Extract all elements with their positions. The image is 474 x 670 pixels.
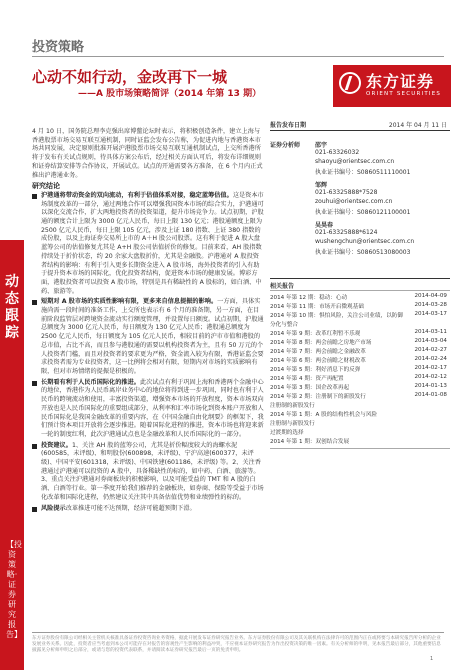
analyst-role: 证券分析师 — [270, 142, 301, 149]
related-reports-title: 相关报告 — [270, 283, 295, 290]
logo-name-en: ORIENT SECURITIES — [366, 91, 442, 97]
analyst-email[interactable]: wushengchun@orientsec.com.cn — [315, 238, 415, 245]
bullet-text: 改革推进可能不达预期，经济可能超预期下滑。 — [65, 504, 196, 512]
bullet-point — [32, 192, 264, 296]
related-report-item[interactable]: 2014 年第 1 期：双创结合发展 — [270, 439, 350, 445]
analyst-phone: 021-63325888*6124 — [315, 229, 378, 236]
bullet-text: 一方面，具体实施尚需一段时间的准备工作，上交所也表示有 6 个月的准备期，另一方面，在目前阶段监管层对跨境资金流动实行额度管理，并设置每日额度。试点初期，沪股通总额度为 3000 亿元人民币，每日额度为 130 亿元人民币；港股通总额度为 2500 亿元人民币，每日额度为 105 亿元人民币，相较目前的沪市市值和港股的总市值，占比不高，而且参与港股通的需要以机构投资者为主，且有 50 万元的个人投资者门槛，而且对投资者的要求更为严格，资金流入较为有限，香港证监会要求投资者需为专业投资者，这一比例将会相对有限，短期内对市场的实质影响有限，但对市场情绪的提振是积极的。 — [41, 298, 264, 375]
related-report-item[interactable]: 2014 年第 6 期：两会前瞻之财税改革 2014-02-24 — [270, 356, 447, 364]
bullet-text: 这是资本市场制度改革的一部分，通过两地合作可以增强我国资本市场的综合实力，沪港通可以深化交流合作，扩大两地投资者的投资渠道，提升市场竞争力。试点初期，沪股通的额度合计上限为 3000 亿元人民币，每日上限 130 亿元；港股通额度上限为 2500 亿元人民币，每日上限 105 亿元，涉及上证 180 指数、上证 380 指数的成份股，以及上海证券交易所上市的 A＋H 股公司股票。这有利于促进 A 股大盘蓝筹公司的估值修复尤其是 A+H 股公司估值折价的修复。目前来看，AH 股指数持续处于折价状态，约 20 余家大盘股折价，尤其是金融股。沪港通对 A 股投资者结构的影响：有利于引入更多长期资金进入 A 股市场，海外投资者的引入有助于提升资本市场的国际化，优化投资者结构，促进资本市场的健康发展。博彩方面，港股投资者可以投资 A 股市场，特别是具有稀缺性的 A 股标的，如白酒、中药、旅游等。 — [41, 191, 264, 295]
tab-label: 动态跟踪 — [5, 274, 19, 341]
bullet-point — [32, 379, 264, 440]
bullet-lead: 风险提示 — [41, 504, 66, 512]
analyst-email[interactable]: zouhui@orientsec.com.cn — [315, 198, 393, 205]
analyst-license: 执业证书编号：S0860511110001 — [315, 169, 411, 176]
related-report-item[interactable]: 2014 年第 11 期：市场开启微观基础 2014-03-28 — [270, 302, 447, 310]
intro-paragraph: 4 月 10 日，国务院总理李克强出席博鳌论坛时表示，将积极创造条件，建立上海与香港股票市场交易互联互通机制，同时证监会发布公告称，为促进内地与香港资本市场共同发展，决定原则批准开展沪港股票市场交易互联互通机制试点，上交所香港所将于发布有关试点规则，待具体方案公布后，经过相关方面认可后，将发布详细规则和证券结算安排等合作协议，开展试点。试点的开通需要各方准备，在 6 个月内正式推出沪港通业务。 — [32, 128, 263, 179]
logo-mark-icon — [339, 72, 361, 94]
footer-divider — [32, 632, 444, 633]
related-report-item[interactable]: 2014 年第 3 期：国企改革再起 2014-01-13 — [270, 383, 447, 391]
related-report-item[interactable]: 2014 年第 2 期：注册制下的新股发行 2014-01-08 — [270, 392, 447, 400]
related-report-item[interactable]: 2014 年第 10 期：惧怕风险，关注公司业绩，以防御 2014-03-17 — [270, 311, 447, 319]
bullet-lead: 投资建议。 — [41, 441, 72, 449]
analyst-name: 吴昊春 — [315, 222, 334, 229]
bullet-lead: 短期对 A 股市场的实质性影响有限，更多来自信息提振的影响。 — [41, 298, 218, 306]
date-label: 报告发布日期 — [270, 122, 307, 129]
related-report-item[interactable]: 分化与整合 — [270, 322, 298, 328]
bullet-text: 此次试点有利于巩固上海和香港两个金融中心的地位，香港作为人民币离岸业务中心的地位将得到进一步巩固，同时也有利于人民币的跨境流动和使用，丰富投资渠道，增强资本市场的开放程度，资本市场双向开放也是人民币国际化的重要组成部分，从利率和汇率市场化到资本账户开放和人民币国际化是我国金融改革的重要内容，在《中国金融自由化纲要》的框架下，我们预计资本项目开放将会逐步推进。随着国际化进程的推进，资本市场也将迎来新一轮的制度红利，此次沪港通试点也是金融改革和人民币国际化的一部分。 — [41, 378, 264, 438]
footer-disclaimer: 东方证券股份有限公司经相关主管机关核准具备证券投资咨询业务资格，据此开展发布证券研究报告业务。东方证券股份有限公司及其关联机构在法律许可的范围内正在或将要与本研究报告所分析的企业发展业务关系。因此，投资者应当考虑到本公司可能存在对报告的客观性产生影响的利益冲突，不应视本证券研究报告为作出投资决策的唯一因素。有关分析师的申明，见本报告最后部分，其他重要信息披露见分析师申明之后部分，或请与您的投资代表联系，并请阅读本证券研究报告最后一页的免责申明。 — [32, 636, 441, 654]
logo-name-cn: 东方证券 — [366, 72, 435, 91]
analyst-phone: 021-63326032 — [315, 149, 360, 156]
orient-securities-logo — [333, 65, 451, 107]
analyst-name: 邹辉 — [315, 182, 328, 189]
analyst-name: 邵宇 — [315, 142, 328, 149]
related-report-item[interactable]: 2014 年第 5 期：利好消息下的反弹 2014-02-17 — [270, 365, 447, 373]
related-report-item[interactable]: 注册制与新股发行 — [270, 421, 315, 427]
bullet-point — [32, 442, 264, 503]
related-report-item[interactable]: 2014 年第 1 期：A 股的结构性机会与风险 — [270, 412, 378, 418]
bullet-lead: 沪港通将带动资金的双向流动，有利于估值体系对接，稳定蓝筹估值。 — [41, 191, 233, 199]
related-divider-bottom — [270, 448, 450, 449]
report-title: 心动不如行动，金改再下一城 — [32, 68, 228, 86]
related-divider-top — [270, 278, 450, 279]
analyst-license: 执业证书编号：S0860513080003 — [315, 249, 411, 256]
header-divider — [32, 56, 444, 57]
report-body — [32, 128, 264, 515]
date-divider — [270, 130, 450, 131]
related-report-item[interactable]: 2014 年第 7 期：两会前瞻之金融改革 2014-02-27 — [270, 347, 447, 355]
related-report-item[interactable]: 2014 年第 8 期：两会前瞻之房地产市场 2014-03-04 — [270, 338, 447, 346]
bullet-point — [32, 298, 264, 376]
analyst-email[interactable]: shaoyu@orientsec.com.cn — [315, 158, 395, 165]
bullet-text: 1、关注 AH 股的蓝筹公司，尤其是折价幅度较大的海螺水泥(600585，未评级)、和明股份(600898，未评级)、宁沪高速(600377，未评级)、中国平安(601318，未评级)、中国铁建(601186，未评级) 等。2、关注香港通过沪港通可以投资的 A 股中，具备稀缺性的标的，如中药、白酒、旅游等。3、重点关注沪港通对券商板块的积极影响，以及可能受益的 TMT 和 A 股的白酒、白酒等行业。第一季度开始我们推荐的金融板块，如券商、保险等受益于市场化改革和国际化进程，仍然建议关注其中具备估值优势和业绩弹性的标的。 — [41, 441, 264, 501]
analyst-phone: 021-63325888*7528 — [315, 189, 378, 196]
date-value: 2014 年 04 月 11 日 — [388, 122, 447, 129]
related-report-item[interactable]: 注册制的新股发行 — [270, 403, 315, 409]
related-report-item[interactable]: 过渡期的选择 — [270, 430, 304, 436]
tab-footer: 【投资策略·证券研究报告】 — [6, 540, 22, 639]
report-subtitle: ——A 股市场策略简评（2014 年第 13 期） — [78, 89, 262, 99]
related-report-item[interactable]: 2014 年第 4 期：资产再配置 2014-02-12 — [270, 374, 447, 382]
bullet-point — [32, 505, 264, 514]
related-divider — [270, 290, 450, 291]
related-report-item[interactable]: 2014 年第 9 期：改革红利暂不乐观 2014-03-11 — [270, 329, 447, 337]
page-number: 1 — [430, 656, 434, 662]
analyst-license: 执业证书编号：S0860121100001 — [315, 209, 411, 216]
section-heading: 研究结论 — [32, 182, 60, 191]
left-side-tab — [0, 240, 24, 670]
related-report-item[interactable]: 2014 年第 12 期：稳动：心动 2014-04-09 — [270, 293, 447, 301]
report-category: 投资策略 — [32, 40, 85, 55]
bullet-lead: 长期看有利于人民币国际化的推进。 — [41, 378, 140, 386]
